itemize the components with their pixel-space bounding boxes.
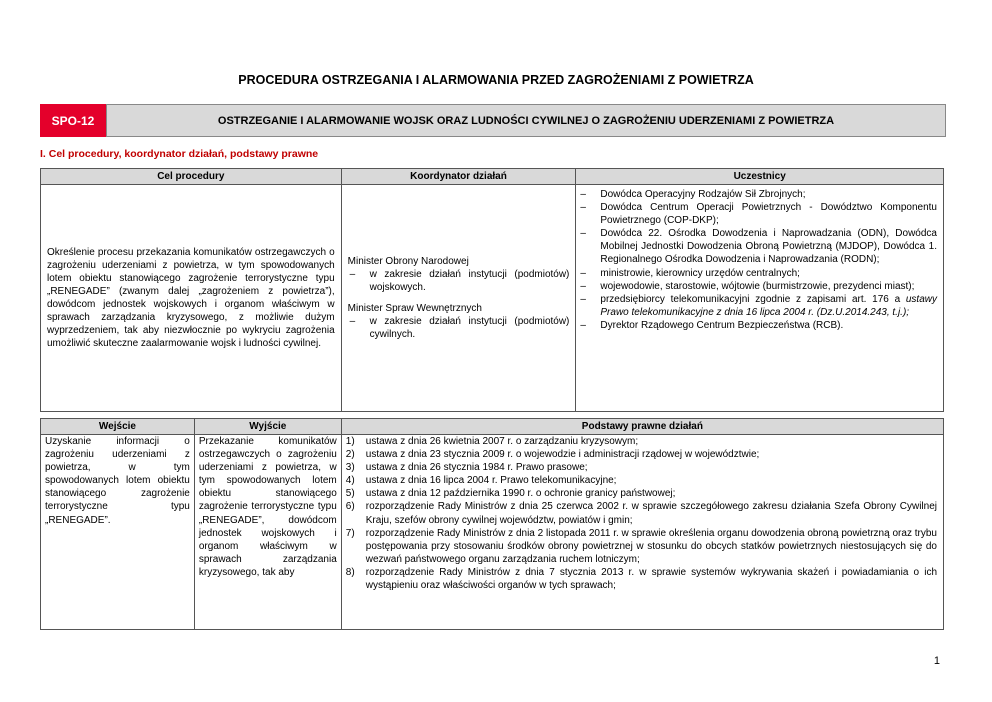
wejscie-cell: Uzyskanie informacji o zagrożeniu uderzeniami z powietrza, w tym spowodowanych lotem obiektu stanowiącego zagrożenie terrorystyczne typu „RENEGADE”. [41,435,195,630]
header-wejscie: Wejście [41,419,195,435]
uczestnik-telecom-law: ustawy Prawo telekomunikacyjne z dnia 16 lipca 2004 r. (Dz.U.2014.243, t.j.); [600,293,937,318]
header-uczestnicy: Uczestnicy [576,169,944,185]
uczestnik-item: – ministrowie, kierownicy urzędów centralnych; [578,267,937,280]
uczestnik-item [578,293,937,319]
legal-basis-item: 7) rozporządzenie Rady Ministrów z dnia 2 listopada 2011 r. w sprawie określenia organu dowodzenia obroną powietrzną oraz trybu postępowania przy stosowaniu środków obrony powietrznej w stosunku do obcych statków powietrznych niestosujących się do wezwań państwowego organu zarządzania ruchem lotniczym; [345,527,937,565]
legal-basis-item: 3) ustawa z dnia 26 stycznia 1984 r. Prawo prasowe; [345,462,588,474]
legal-basis-item: 2) ustawa z dnia 23 stycznia 2009 r. o wojewodzie i administracji rządowej w województwie; [345,449,760,461]
koordynator-2-scope: – w zakresie działań instytucji (podmiotów) cywilnych. [348,315,570,341]
wyjscie-cell: Przekazanie komunikatów ostrzegawczych o zagrożeniu uderzeniami z powietrza, w tym spowodowanych lotem obiektu stanowiącego zagrożenie terrorystyczne typu „RENEGADE”, dowódcom jednostek wojskowych i organom właściwym w sprawach zarządzania kryzysowego, tak aby [194,435,341,630]
procedure-code-badge: SPO-12 [40,104,106,137]
uczestnicy-cell [576,185,944,412]
koordynator-cell [341,185,576,412]
legal-basis-item: 1) ustawa z dnia 26 kwietnia 2007 r. o zarządzaniu kryzysowym; [345,436,639,447]
legal-basis-item: 8) rozporządzenie Rady Ministrów z dnia 7 stycznia 2013 r. w sprawie systemów wykrywania skażeń i powiadamiania o ich wystąpieniu oraz właściwości organów w tych sprawach; [345,566,937,592]
uczestnik-item: – wojewodowie, starostowie, wójtowie (burmistrzowie, prezydenci miast); [578,280,937,293]
podstawy-cell [341,435,943,630]
procedure-table [40,168,944,412]
koordynator-2: Minister Spraw Wewnętrznych [347,302,482,314]
header-cel: Cel procedury [41,169,342,185]
uczestnik-item: – Dowódca Centrum Operacji Powietrznych - Dowództwo Komponentu Powietrznego (COP-DKP); [578,201,937,227]
page-number: 1 [933,655,940,667]
procedure-heading: OSTRZEGANIE I ALARMOWANIE WOJSK ORAZ LUDNOŚCI CYWILNEJ O ZAGROŻENIU UDERZENIAMI Z POWIETRZA [106,104,946,137]
koordynator-1-scope: – w zakresie działań instytucji (podmiotów) wojskowych. [348,268,570,294]
legal-basis-item: 4) ustawa z dnia 16 lipca 2004 r. Prawo telekomunikacyjne; [345,475,617,487]
header-podstawy: Podstawy prawne działań [341,419,943,435]
section-heading: I. Cel procedury, koordynator działań, podstawy prawne [40,148,319,160]
document-title: PROCEDURA OSTRZEGANIA I ALARMOWANIA PRZED ZAGROŻENIAMI Z POWIETRZA [238,73,754,87]
inputs-outputs-table [40,418,944,630]
uczestnik-item: – Dyrektor Rządowego Centrum Bezpieczeństwa (RCB). [578,319,937,332]
uczestnik-telecom-text: przedsiębiorcy telekomunikacyjni zgodnie z zapisami art. 176 a [600,293,906,305]
legal-basis-item: 6) rozporządzenie Rady Ministrów z dnia 25 czerwca 2002 r. w sprawie szczegółowego zakresu działania Szefa Obrony Cywilnej Kraju, szefów obrony cywilnej województw, powiatów i gmin; [345,501,937,526]
cel-cell: Określenie procesu przekazania komunikatów ostrzegawczych o zagrożeniu uderzeniami z powietrza, w tym spowodowanych lotem obiektu stanowiącego zagrożenie terrorystyczne typu „RENEGADE” (zwanym dalej „zagrożeniem z powietrza”), dowódcom jednostek wojskowych i organom właściwym w sprawach zarządzania kryzysowego, z możliwie dużym wyprzedzeniem, tak aby niezwłocznie po wykryciu zagrożenia umożliwić skuteczne zaalarmowanie wojsk i ludności cywilnej. [41,185,342,412]
header-koordynator: Koordynator działań [341,169,576,185]
koordynator-1: Minister Obrony Narodowej [347,256,469,268]
header-wyjscie: Wyjście [194,419,341,435]
legal-basis-item: 5) ustawa z dnia 12 października 1990 r. o ochronie granicy państwowej; [345,488,676,500]
uczestnik-item: – Dowódca 22. Ośrodka Dowodzenia i Naprowadzania (ODN), Dowódca Mobilnej Jednostki Dowodzenia Obroną Powietrzną (MJDOP), Dowódca 1. Regionalnego Ośrodka Dowodzenia i Naprowadzania (RODN); [578,227,937,266]
uczestnik-item: – Dowódca Operacyjny Rodzajów Sił Zbrojnych; [578,188,937,201]
